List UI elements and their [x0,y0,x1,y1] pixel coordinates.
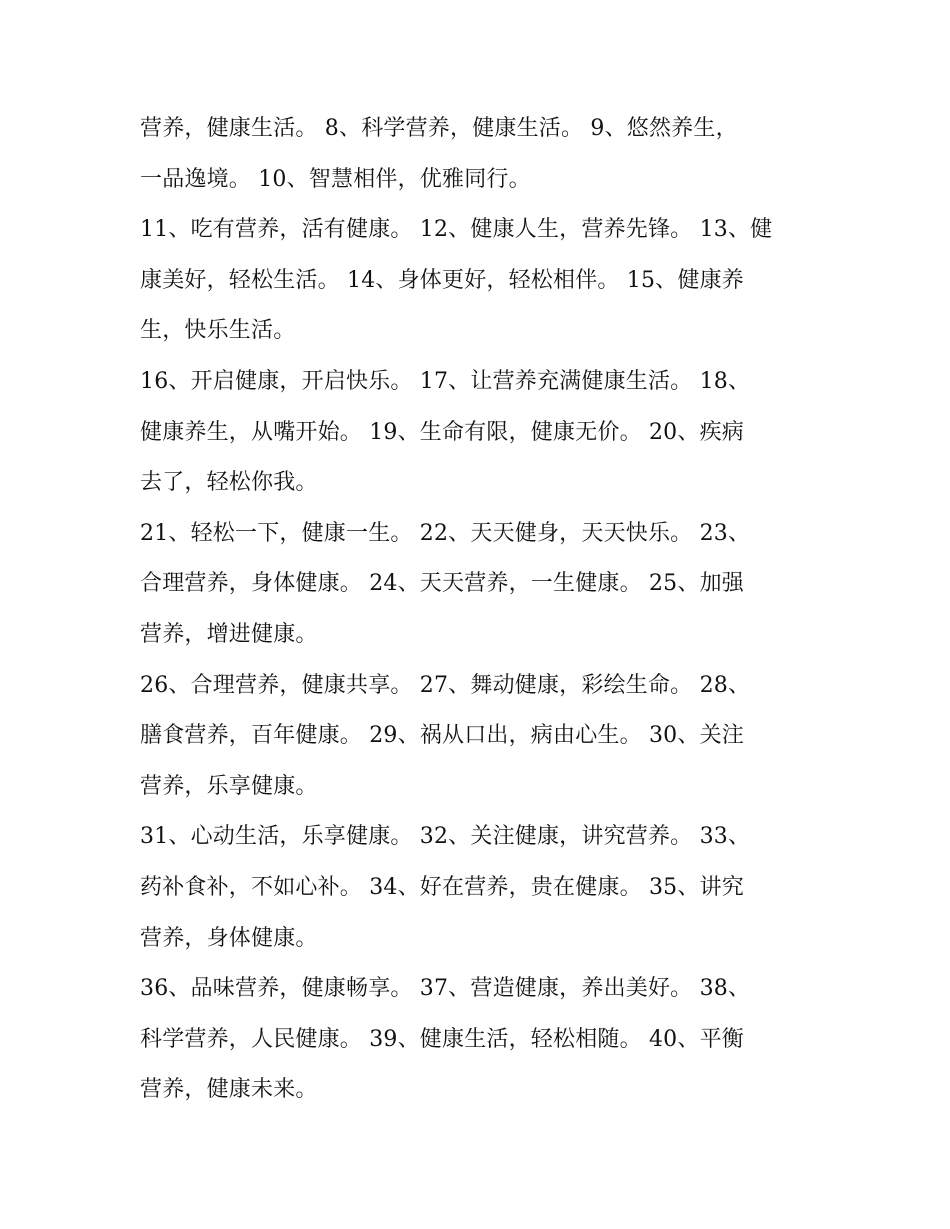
text-line: 健康养生，从嘴开始。 19、生命有限，健康无价。 20、疾病 [140,419,744,445]
paragraph-7 [140,964,820,1116]
text-line: 科学营养，人民健康。 39、健康生活，轻松相随。 40、平衡 [140,1026,744,1052]
paragraph-2 [140,205,820,357]
text-line: 36、品味营养，健康畅享。 37、营造健康，养出美好。 38、 [140,976,751,1002]
text-line: 康美好，轻松生活。 14、身体更好，轻松相伴。 15、健康养 [140,267,744,293]
paragraph-4 [140,509,820,661]
text-line: 营养，健康未来。 [140,1077,318,1103]
text-line: 11、吃有营养，活有健康。 12、健康人生，营养先锋。 13、健 [140,217,773,243]
text-line: 营养，乐享健康。 [140,773,318,799]
text-line: 16、开启健康，开启快乐。 17、让营养充满健康生活。 18、 [140,368,751,394]
document-body [140,104,820,1116]
text-line: 26、合理营养，健康共享。 27、舞动健康，彩绘生命。 28、 [140,672,751,698]
paragraph-6 [140,812,820,964]
text-line: 营养，健康生活。 8、科学营养，健康生活。 9、悠然养生， [140,116,738,141]
paragraph-3 [140,357,820,509]
paragraph-5 [140,661,820,813]
text-line: 营养，增进健康。 [140,621,318,647]
text-line: 药补食补，不如心补。 34、好在营养，贵在健康。 35、讲究 [140,874,744,900]
text-line: 21、轻松一下，健康一生。 22、天天健身，天天快乐。 23、 [140,520,751,546]
text-line: 营养，身体健康。 [140,925,318,951]
paragraph-1 [140,104,820,205]
text-line: 合理营养，身体健康。 24、天天营养，一生健康。 25、加强 [140,571,744,597]
text-line: 去了，轻松你我。 [140,470,318,496]
text-line: 一品逸境。 10、智慧相伴，优雅同行。 [140,166,531,192]
text-line: 生，快乐生活。 [140,318,296,344]
text-line: 膳食营养，百年健康。 29、祸从口出，病由心生。 30、关注 [140,723,744,749]
text-line: 31、心动生活，乐享健康。 32、关注健康，讲究营养。 33、 [140,824,751,850]
